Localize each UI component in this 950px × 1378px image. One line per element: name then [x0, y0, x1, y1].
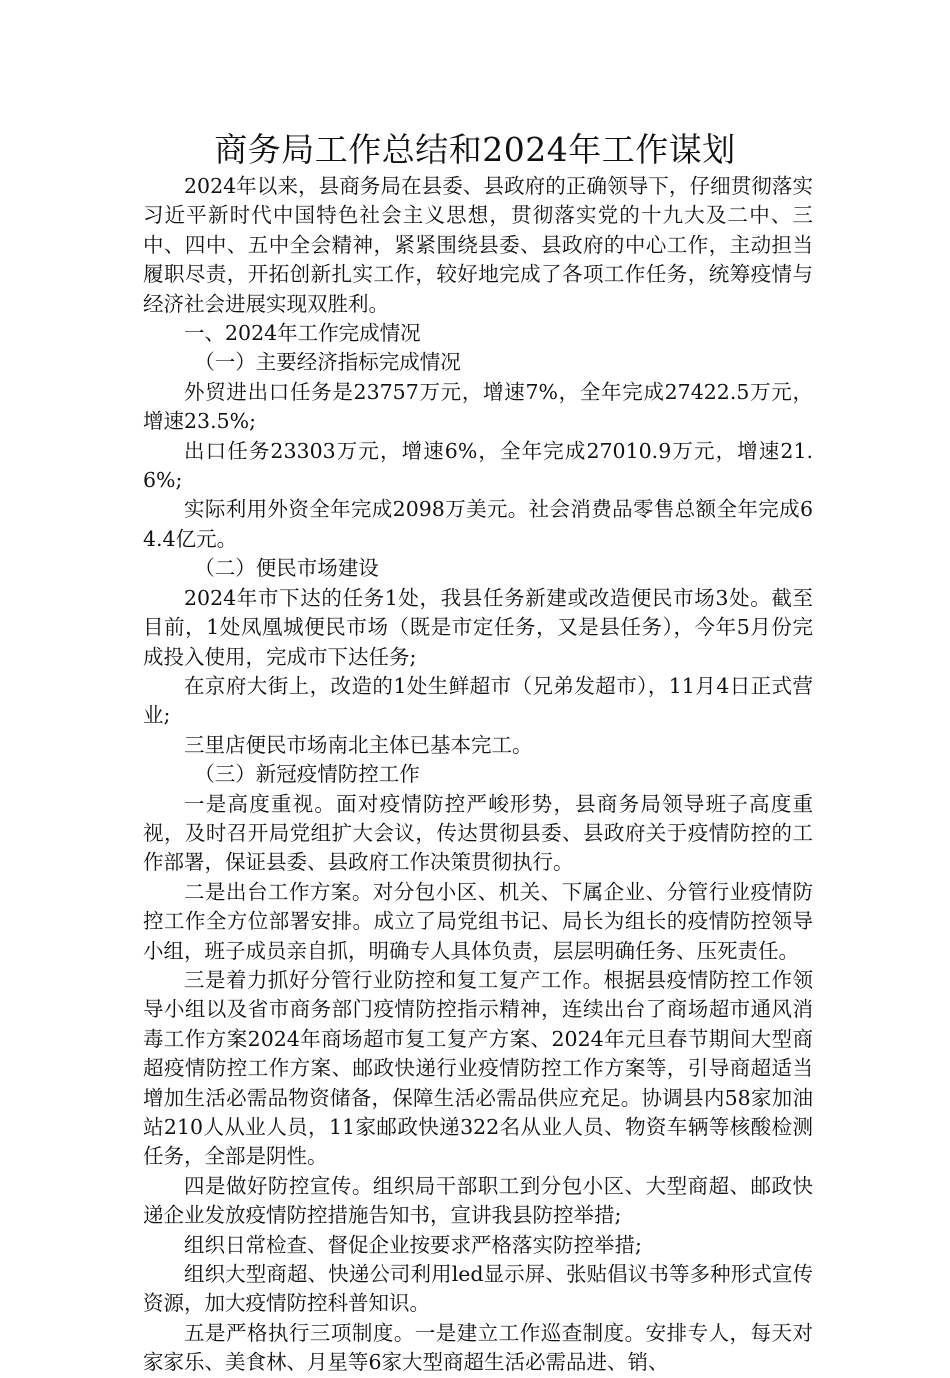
document-body	[143, 172, 813, 1378]
document-title: 商务局工作总结和2024年工作谋划	[214, 130, 736, 169]
subsection-heading-epidemic: （三）新冠疫情防控工作	[194, 762, 420, 787]
paragraph-trade-total: 外贸进出口任务是23757万元，增速7%，全年完成27422.5万元，增速23.5%;	[143, 379, 813, 434]
paragraph-epidemic-4: 四是做好防控宣传。组织局干部职工到分包小区、大型商超、邮政快递企业发放疫情防控措施告知书，宣讲我县防控举措;	[143, 1173, 813, 1228]
paragraph-foreign-investment: 实际利用外资全年完成2098万美元。社会消费品零售总额全年完成64.4亿元。	[143, 497, 813, 551]
paragraph-fresh-supermarket: 在京府大街上，改造的1处生鲜超市（兄弟发超市），11月4日正式营业;	[143, 673, 813, 728]
section-heading-1: 一、2024年工作完成情况	[184, 321, 421, 346]
paragraph-publicity: 组织大型商超、快递公司利用led显示屏、张贴倡议书等多种形式宣传资源，加大疫情防控科普知识。	[143, 1262, 813, 1316]
paragraph-epidemic-2: 二是出台工作方案。对分包小区、机关、下属企业、分管行业疫情防控工作全方位部署安排。成立了局党组书记、局长为组长的疫情防控领导小组，班子成员亲自抓，明确专人具体负责，层层明确任务、压死责任。	[143, 879, 813, 963]
paragraph-market-tasks: 2024年市下达的任务1处，我县任务新建或改造便民市场3处。截至目前，1处凤凰城便民市场（既是市定任务，又是县任务），今年5月份完成投入使用，完成市下达任务;	[143, 585, 813, 669]
subsection-heading-markets: （二）便民市场建设	[194, 556, 379, 581]
paragraph-intro: 2024年以来，县商务局在县委、县政府的正确领导下，仔细贯彻落实习近平新时代中国特色社会主义思想，贯彻落实党的十九大及二中、三中、四中、五中全会精神，紧紧围绕县委、县政府的中心工作，主动担当履职尽责，开拓创新扎实工作，较好地完成了各项工作任务，统筹疫情与经济社会进展实现双胜利。	[143, 174, 813, 316]
paragraph-daily-inspection: 组织日常检查、督促企业按要求严格落实防控举措;	[184, 1232, 642, 1257]
paragraph-epidemic-3: 三是着力抓好分管行业防控和复工复产工作。根据县疫情防控工作领导小组以及省市商务部门疫情防控指示精神，连续出台了商场超市通风消毒工作方案2024年商场超市复工复产方案、2024年元旦春节期间大型商超疫情防控工作方案、邮政快递行业疫情防控工作方案等，引导商超适当增加生活必需品物资储备，保障生活必需品供应充足。协调县内58家加油站210人从业人员，11家邮政快递322名从业人员、物资车辆等核酸检测任务，全部是阴性。	[143, 967, 813, 1169]
paragraph-epidemic-5: 五是严格执行三项制度。一是建立工作巡查制度。安排专人，每天对家家乐、美食林、月星等6家大型商超生活必需品进、销、	[143, 1320, 813, 1375]
subsection-heading-economic-indicators: （一）主要经济指标完成情况	[194, 350, 461, 375]
paragraph-sanlidian-market: 三里店便民市场南北主体已基本完工。	[184, 732, 533, 757]
paragraph-epidemic-1: 一是高度重视。面对疫情防控严峻形势，县商务局领导班子高度重视，及时召开局党组扩大会议，传达贯彻县委、县政府关于疫情防控的工作部署，保证县委、县政府工作决策贯彻执行。	[143, 791, 813, 875]
paragraph-export: 出口任务23303万元，增速6%，全年完成27010.9万元，增速21.6%;	[143, 438, 813, 493]
